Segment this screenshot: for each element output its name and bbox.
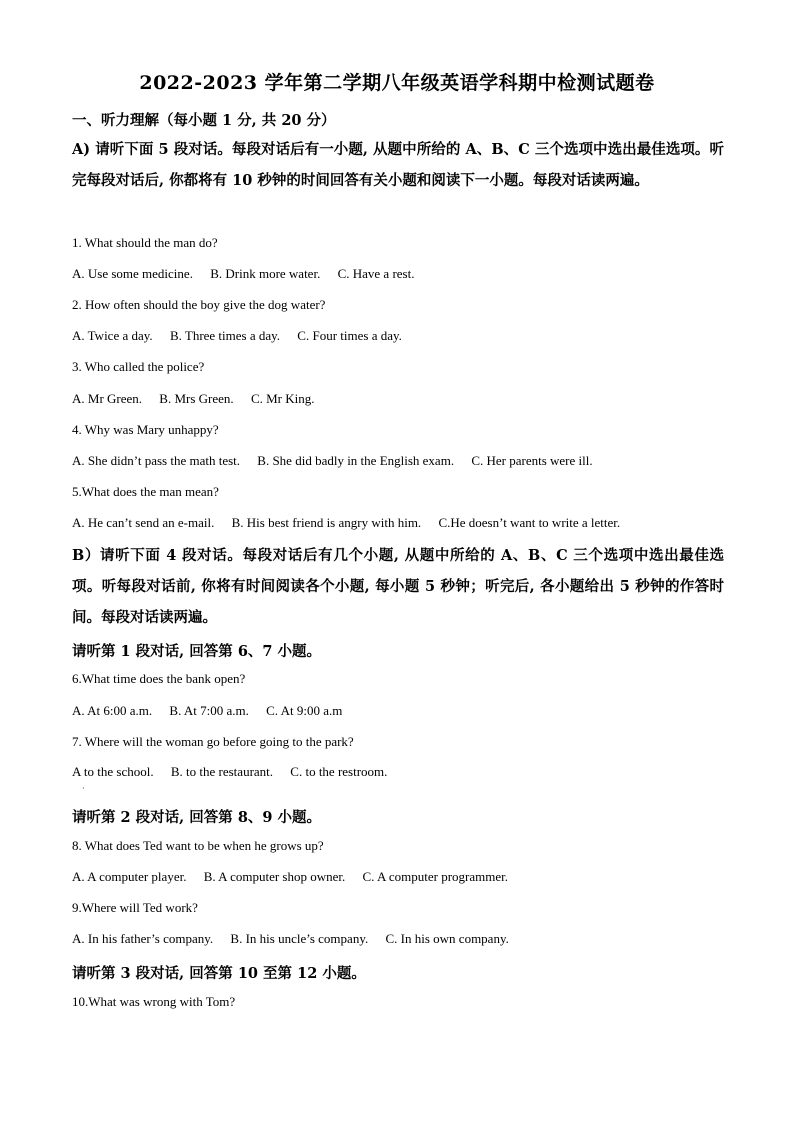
option-c: C. to the restroom. xyxy=(290,764,388,779)
option-a: A. In his father’s company. xyxy=(72,931,214,946)
option-b: B. to the restaurant. xyxy=(170,764,274,779)
question-3: 3. Who called the police? xyxy=(72,359,205,374)
option-b: B. At 7:00 a.m. xyxy=(169,703,249,718)
dialog-3-heading: 请听第 3 段对话, 回答第 10 至第 12 小题。 xyxy=(72,965,366,982)
question-7: 7. Where will the woman go before going to the park? xyxy=(72,734,354,749)
question-5: 5.What does the man mean? xyxy=(72,484,219,499)
question-9: 9.Where will Ted work? xyxy=(72,900,198,915)
question-2: 2. How often should the boy give the dog water? xyxy=(72,297,326,312)
option-a: A. He can’t send an e-mail. xyxy=(72,515,215,530)
option-b: B. Three times a day. xyxy=(169,328,281,343)
option-c: C. In his own company. xyxy=(385,931,509,946)
stray-dot: · xyxy=(82,784,85,793)
question-4: 4. Why was Mary unhappy? xyxy=(72,422,219,437)
part-a-instructions: A) 请听下面 5 段对话。每段对话后有一小题, 从题中所给的 A、B、C 三个选项中选出最佳选项。听完每段对话后, 你都将有 10 秒钟的时间回答有关小题和阅读下一小题。每段对话读两遍。 xyxy=(72,141,724,189)
question-2-options xyxy=(72,328,416,344)
question-5-options xyxy=(72,515,634,531)
exam-title: 2022-2023 学年第二学期八年级英语学科期中检测试题卷 xyxy=(139,72,655,94)
part-b-instructions: B）请听下面 4 段对话。每段对话后有几个小题, 从题中所给的 A、B、C 三个选项中选出最佳选项。听每段对话前, 你将有时间阅读各个小题, 每小题 5 秒钟；听完后, 各小题给出 5 秒钟的作答时间。每段对话读两遍。 xyxy=(72,547,724,626)
option-c: C. Have a rest. xyxy=(337,266,415,281)
question-8: 8. What does Ted want to be when he grows up? xyxy=(72,838,324,853)
option-b: B. In his uncle’s company. xyxy=(230,931,369,946)
question-10: 10.What was wrong with Tom? xyxy=(72,994,236,1009)
question-4-options xyxy=(72,453,607,469)
option-b: B. His best friend is angry with him. xyxy=(231,515,422,530)
option-b: B. Drink more water. xyxy=(210,266,321,281)
option-c: C.He doesn’t want to write a letter. xyxy=(438,515,621,530)
option-c: C. A computer programmer. xyxy=(362,869,509,884)
question-1-options xyxy=(72,266,428,282)
option-a: A. Mr Green. xyxy=(72,391,143,406)
question-6-options xyxy=(72,703,356,719)
option-b: B. A computer shop owner. xyxy=(203,869,346,884)
option-b: B. Mrs Green. xyxy=(159,391,234,406)
option-a: A. She didn’t pass the math test. xyxy=(72,453,241,468)
option-a: A to the school. xyxy=(72,764,154,779)
option-c: C. Her parents were ill. xyxy=(471,453,593,468)
question-7-options xyxy=(72,764,401,780)
option-a: A. A computer player. xyxy=(72,869,187,884)
dialog-1-heading: 请听第 1 段对话, 回答第 6、7 小题。 xyxy=(72,643,322,660)
option-c: C. Four times a day. xyxy=(297,328,402,343)
question-6: 6.What time does the bank open? xyxy=(72,671,246,686)
section-heading-listening: 一、听力理解（每小题 1 分, 共 20 分） xyxy=(72,112,336,129)
option-c: C. At 9:00 a.m xyxy=(266,703,343,718)
option-a: A. At 6:00 a.m. xyxy=(72,703,153,718)
question-9-options xyxy=(72,931,523,947)
option-a: A. Twice a day. xyxy=(72,328,153,343)
option-a: A. Use some medicine. xyxy=(72,266,193,281)
option-c: C. Mr King. xyxy=(250,391,315,406)
question-1: 1. What should the man do? xyxy=(72,235,218,250)
question-3-options xyxy=(72,391,329,407)
option-b: B. She did badly in the English exam. xyxy=(257,453,455,468)
question-8-options xyxy=(72,869,522,885)
dialog-2-heading: 请听第 2 段对话, 回答第 8、9 小题。 xyxy=(72,809,322,826)
